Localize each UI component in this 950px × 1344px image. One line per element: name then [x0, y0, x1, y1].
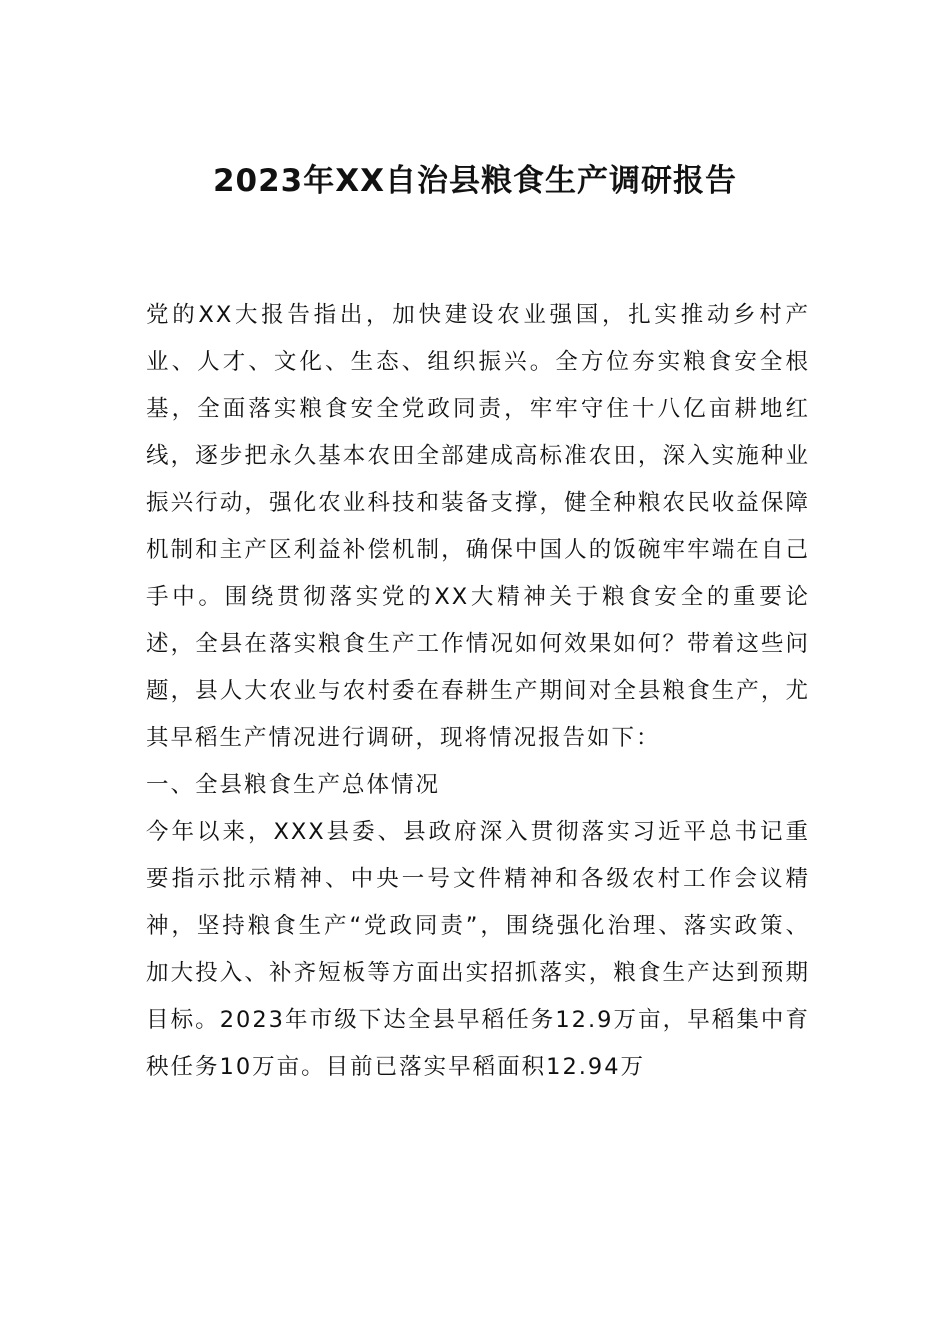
section-heading: 一、全县粮食生产总体情况: [146, 772, 441, 798]
section-paragraph: 今年以来，XXX县委、县政府深入贯彻落实习近平总书记重要指示批示精神、中央一号文件精神和各级农村工作会议精神，坚持粮食生产“党政同责”，围绕强化治理、落实政策、加大投入、补齐短板等方面出实招抓落实，粮食生产达到预期目标。2023年市级下达全县早稻任务12.9万亩，早稻集中育秧任务10万亩。目前已落实早稻面积12.94万: [146, 819, 810, 1080]
document-title: 2023年XX自治县粮食生产调研报告: [212, 163, 738, 199]
intro-paragraph: 党的XX大报告指出，加快建设农业强国，扎实推动乡村产业、人才、文化、生态、组织振兴。全方位夯实粮食安全根基，全面落实粮食安全党政同责，牢牢守住十八亿亩耕地红线，逐步把永久基本农田全部建成高标准农田，深入实施种业振兴行动，强化农业科技和装备支撑，健全种粮农民收益保障机制和主产区利益补偿机制，确保中国人的饭碗牢牢端在自己手中。围绕贯彻落实党的XX大精神关于粮食安全的重要论述，全县在落实粮食生产工作情况如何效果如何？带着这些问题，县人大农业与农村委在春耕生产期间对全县粮食生产，尤其早稻生产情况进行调研，现将情况报告如下：: [146, 302, 810, 751]
document-body: [146, 292, 810, 1091]
